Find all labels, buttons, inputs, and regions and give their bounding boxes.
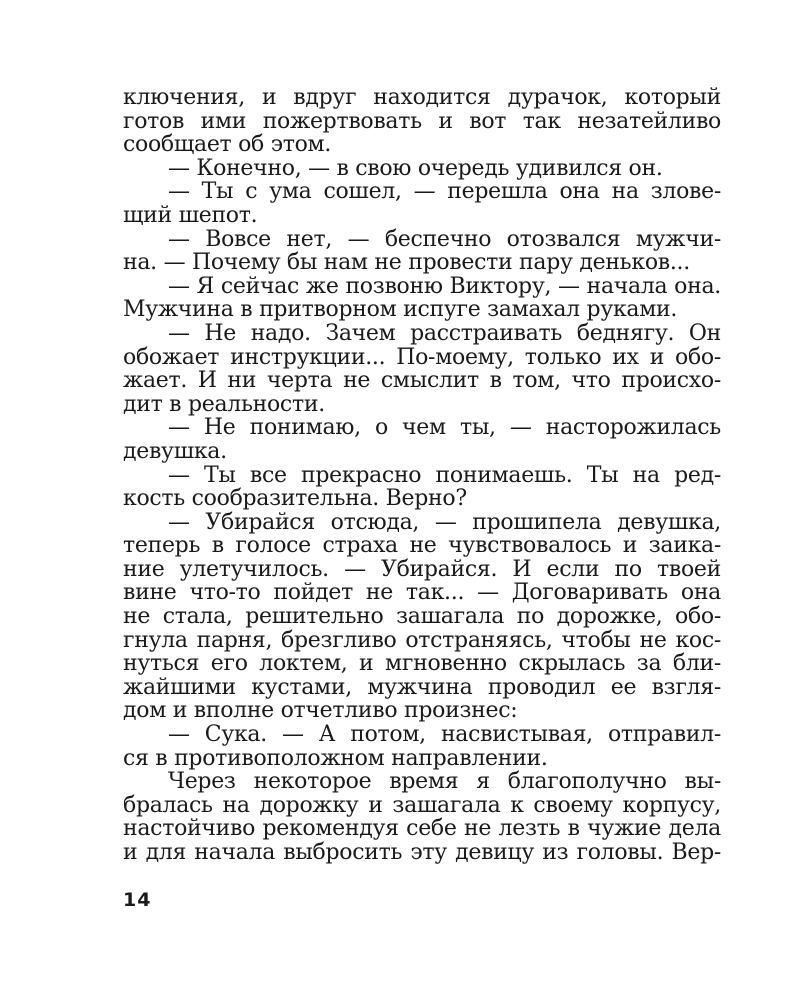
text-line: и для начала выбросить эту девицу из головы. Вер- bbox=[123, 840, 721, 865]
text-line: жает. И ни черта не смыслит в том, что происхо- bbox=[123, 368, 721, 394]
text-line: жайшими кустами, мужчина проводил ее взгля- bbox=[123, 674, 721, 700]
text-line: девушка. bbox=[123, 438, 227, 464]
text-line: — Не надо. Зачем расстраивать беднягу. Он bbox=[168, 320, 721, 346]
text-line: кость сообразительна. Верно? bbox=[123, 486, 467, 512]
text-line: дом и вполне отчетливо произнес: bbox=[123, 698, 518, 724]
text-line: сообщает об этом. bbox=[123, 132, 332, 158]
text-line: обожает инструкции... По-моему, только их и обо- bbox=[123, 344, 721, 370]
text-line: — Я сейчас же позвоню Виктору, — начала она. bbox=[168, 273, 721, 299]
text-line: — Конечно, — в свою очередь удивился он. bbox=[168, 155, 663, 181]
text-line: — Ты все прекрасно понимаешь. Ты на ред- bbox=[168, 462, 721, 488]
text-line: бралась на дорожку и зашагала к своему корпусу, bbox=[123, 792, 721, 818]
text-line: ключения, и вдруг находится дурачок, который bbox=[123, 85, 721, 110]
text-line: ние улетучилось. — Убирайся. И если по твоей bbox=[123, 556, 721, 582]
text-line: теперь в голосе страха не чувствовалось и заика- bbox=[123, 533, 721, 559]
text-line: Через некоторое время я благополучно вы- bbox=[168, 769, 721, 795]
text-line: дит в реальности. bbox=[123, 391, 325, 417]
page-number: 14 bbox=[123, 889, 152, 911]
text-line: гнула парня, брезгливо отстраняясь, чтобы не кос- bbox=[123, 627, 721, 653]
text-line: — Вовсе нет, — беспечно отозвался мужчи- bbox=[168, 226, 721, 252]
text-line: — Не понимаю, о чем ты, — насторожилась bbox=[168, 415, 721, 441]
text-line: щий шепот. bbox=[123, 202, 258, 228]
text-line: на. — Почему бы нам не провести пару деньков... bbox=[123, 250, 690, 276]
text-line: — Сука. — А потом, насвистывая, отправил- bbox=[168, 722, 721, 748]
text-line: настойчиво рекомендуя себе не лезть в чужие дела bbox=[123, 816, 721, 842]
text-line: ся в противоположном направлении. bbox=[123, 745, 548, 771]
body-text bbox=[123, 86, 721, 865]
text-line: — Убирайся отсюда, — прошипела девушка, bbox=[168, 509, 721, 535]
text-line: не стала, решительно зашагала по дорожке, обо- bbox=[123, 604, 721, 630]
text-line: готов ими пожертвовать и вот так незатейливо bbox=[123, 108, 721, 134]
text-line: — Ты с ума сошел, — перешла она на злове- bbox=[168, 179, 721, 205]
text-line: вине что-то пойдет не так... — Договаривать она bbox=[123, 580, 721, 606]
text-line: Мужчина в притворном испуге замахал руками. bbox=[123, 297, 678, 323]
text-line: нуться его локтем, и мгновенно скрылась за бли- bbox=[123, 651, 721, 677]
